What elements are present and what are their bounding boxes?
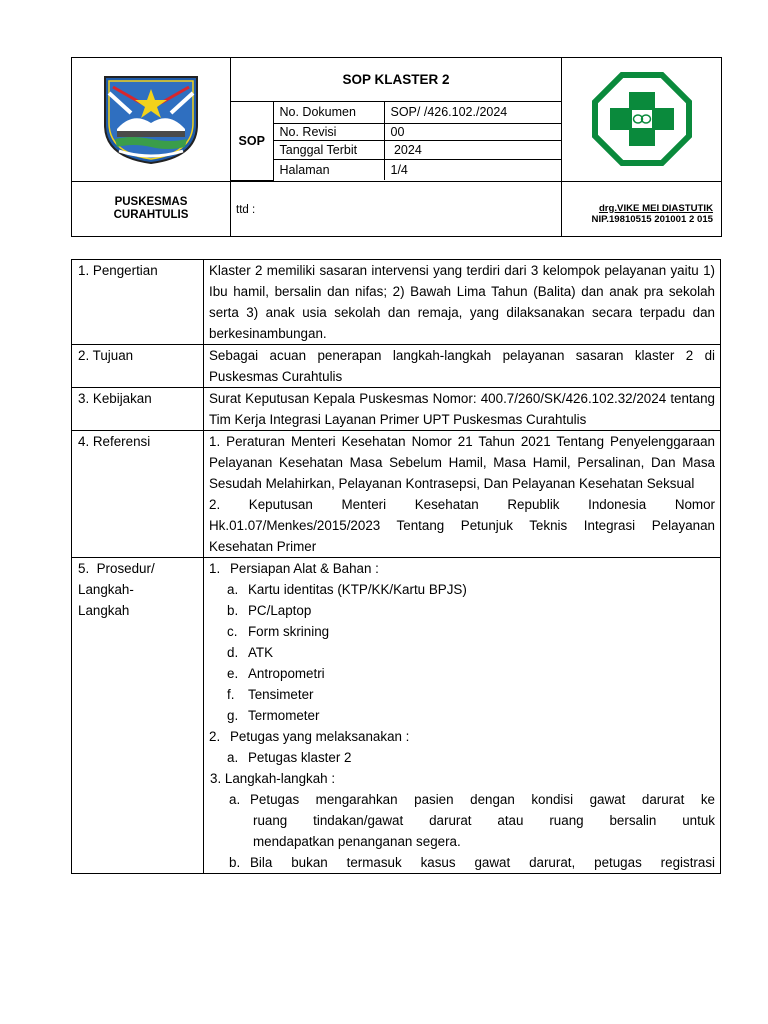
signer-nip: NIP.19810515 201001 2 015 bbox=[591, 213, 713, 225]
list-item-text: Tensimeter bbox=[248, 687, 314, 702]
row-kebijakan bbox=[72, 388, 721, 431]
list-letter: b. bbox=[229, 855, 241, 870]
label-kebijakan: 3. Kebijakan bbox=[72, 388, 204, 431]
list-number: 2. bbox=[209, 729, 221, 744]
puskesmas-logo-cell bbox=[562, 58, 722, 182]
list-item-text: ATK bbox=[248, 645, 274, 660]
label-pengertian: 1. Pengertian bbox=[72, 260, 204, 345]
signer-block bbox=[562, 181, 722, 236]
persiapan-title: Persiapan Alat & Bahan : bbox=[230, 561, 379, 576]
petugas-heading bbox=[207, 726, 715, 747]
puskesmas-logo-icon bbox=[592, 72, 692, 166]
text-tujuan: Sebagai acuan penerapan langkah-langkah pelayanan sasaran klaster 2 di Puskesmas Curahtulis bbox=[204, 345, 721, 388]
list-item bbox=[207, 705, 715, 726]
field-value-tanggal-terbit: 2024 bbox=[384, 140, 561, 159]
row-tujuan bbox=[72, 345, 721, 388]
langkah-a-text: Petugas mengarahkan pasien dengan kondisi gawat darurat ke bbox=[250, 792, 715, 807]
field-value-no-revisi: 00 bbox=[384, 123, 561, 140]
petugas-title: Petugas yang melaksanakan : bbox=[230, 729, 410, 744]
field-value-no-dokumen: SOP/ /426.102./2024 bbox=[384, 101, 561, 123]
list-item bbox=[207, 747, 715, 768]
text-pengertian: Klaster 2 memiliki sasaran intervensi yang terdiri dari 3 kelompok pelayanan yaitu 1) Ibu hamil, bersalin dan nifas; 2) Bawah Lima Tahun (Balita) dan anak pra sekolah serta 3) anak usia sekolah dan remaja, yang dilaksanakan secara terpadu dan berkesinambungan. bbox=[204, 260, 721, 345]
list-item-text: Petugas klaster 2 bbox=[248, 750, 352, 765]
sop-content-table bbox=[71, 259, 721, 874]
list-item bbox=[207, 663, 715, 684]
list-item bbox=[207, 600, 715, 621]
emblem-cell bbox=[72, 58, 231, 182]
list-letter: f. bbox=[227, 687, 235, 702]
langkah-a-line bbox=[207, 789, 715, 810]
list-item bbox=[207, 621, 715, 642]
regency-emblem-icon bbox=[101, 73, 201, 165]
list-item-text: Antropometri bbox=[248, 666, 325, 681]
field-label-halaman: Halaman bbox=[273, 159, 384, 180]
list-item bbox=[207, 579, 715, 600]
list-item bbox=[207, 642, 715, 663]
label-tujuan: 2. Tujuan bbox=[72, 345, 204, 388]
list-letter: c. bbox=[227, 624, 238, 639]
document-title: SOP KLASTER 2 bbox=[231, 58, 561, 101]
list-letter: b. bbox=[227, 603, 239, 618]
list-letter: d. bbox=[227, 645, 239, 660]
label-referensi: 4. Referensi bbox=[72, 431, 204, 558]
langkah-a-line: mendapatkan penanganan segera. bbox=[253, 834, 461, 849]
label-prosedur-line: Langkah bbox=[78, 603, 130, 618]
row-prosedur bbox=[72, 558, 721, 874]
doc-info-table bbox=[231, 58, 561, 181]
langkah-heading: 3. Langkah-langkah : bbox=[210, 771, 336, 786]
row-referensi bbox=[72, 431, 721, 558]
list-letter: g. bbox=[227, 708, 239, 723]
langkah-b-line bbox=[207, 852, 715, 873]
field-value-halaman: 1/4 bbox=[384, 159, 561, 180]
signer-name: drg.VIKE MEI DIASTUTIK bbox=[598, 202, 713, 214]
field-label-no-revisi: No. Revisi bbox=[273, 123, 384, 140]
field-label-no-dokumen: No. Dokumen bbox=[273, 101, 384, 123]
list-item-text: PC/Laptop bbox=[248, 603, 312, 618]
label-prosedur-line: 5. Prosedur/ bbox=[78, 561, 155, 576]
langkah-b-text: Bila bukan termasuk kasus gawat darurat, petugas registrasi bbox=[250, 855, 715, 870]
row-pengertian bbox=[72, 260, 721, 345]
persiapan-heading bbox=[207, 558, 715, 579]
sop-label: SOP bbox=[231, 101, 273, 180]
label-prosedur-line: Langkah- bbox=[78, 582, 134, 597]
list-item-text: Termometer bbox=[248, 708, 320, 723]
list-number: 1. bbox=[209, 561, 221, 576]
referensi-item-1: 1. Peraturan Menteri Kesehatan Nomor 21 Tahun 2021 Tentang Penyelenggaraan Pelayanan Kesehatan Masa Sebelum Hamil, Masa Hamil, Persalinan, Dan Masa Sesudah Melahirkan, Pelayanan Kontrasepsi, Dan Pelayanan Kesehatan Seksual bbox=[209, 434, 715, 491]
list-item-text: Form skrining bbox=[248, 624, 330, 639]
langkah-a-line: ruang tindakan/gawat darurat atau ruang bersalin untuk bbox=[253, 813, 715, 828]
referensi-item-2: 2. Keputusan Menteri Kesehatan Republik Indonesia Nomor Hk.01.07/Menkes/2015/2023 Tentang Petunjuk Teknis Integrasi Pelayanan Kesehatan Primer bbox=[209, 497, 715, 554]
text-kebijakan: Surat Keputusan Kepala Puskesmas Nomor: 400.7/260/SK/426.102.32/2024 tentang Tim Kerja Integrasi Layanan Primer UPT Puskesmas Curahtulis bbox=[204, 388, 721, 431]
list-item-text: Kartu identitas (KTP/KK/Kartu BPJS) bbox=[248, 582, 467, 597]
org-name: PUSKESMAS CURAHTULIS bbox=[72, 181, 231, 236]
list-item bbox=[207, 684, 715, 705]
prosedur-content bbox=[204, 558, 721, 874]
list-letter: a. bbox=[227, 582, 239, 597]
label-prosedur bbox=[72, 558, 204, 874]
list-letter: a. bbox=[227, 750, 239, 765]
ttd-label: ttd : bbox=[231, 181, 562, 236]
list-letter: e. bbox=[227, 666, 239, 681]
field-label-tanggal-terbit: Tanggal Terbit bbox=[273, 140, 384, 159]
header-table bbox=[71, 57, 722, 237]
list-letter: a. bbox=[229, 792, 241, 807]
